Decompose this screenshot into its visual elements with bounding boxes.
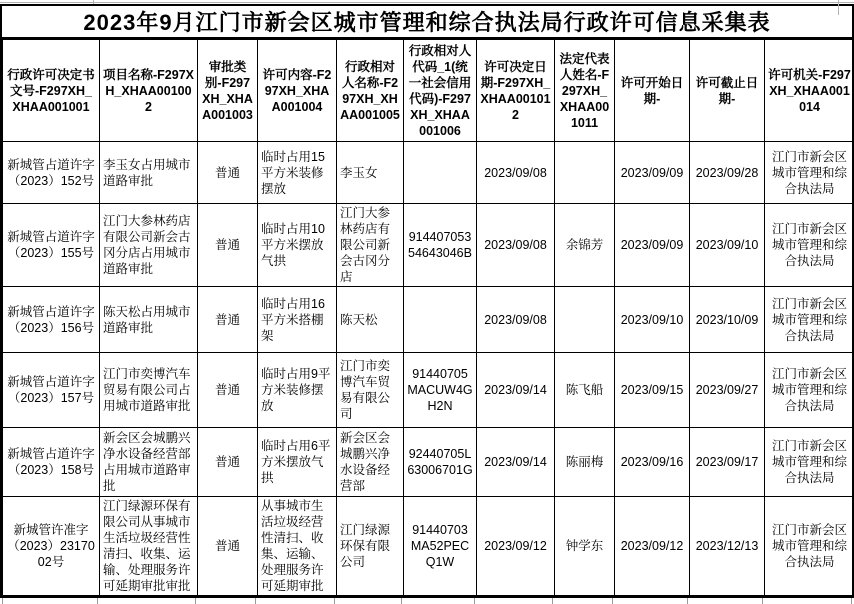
vertical-gridline-stub: [762, 598, 763, 604]
table-cell: 从事城市生活垃圾经营性清扫、收集、运输、处理服务许可延期审批: [258, 497, 337, 596]
table-cell: 普通: [198, 204, 258, 287]
table-cell: 2023/09/17: [690, 428, 765, 497]
column-header-permit-content: 许可内容-F297XH_XHAA001004: [258, 40, 337, 142]
table-cell: [404, 287, 477, 353]
permit-table: [2, 39, 854, 596]
column-header-decision-date: 许可决定日期-F297XH_XHAA001012: [477, 40, 555, 142]
table-cell: 新城管许准字（2023）2317002号: [3, 497, 100, 596]
table-cell: 李玉女占用城市道路审批: [100, 142, 198, 204]
table-cell: 2023/09/14: [477, 353, 555, 428]
table-row: [3, 287, 854, 353]
vertical-gridline-stub: [97, 598, 98, 604]
table-cell: 陈天松: [337, 287, 404, 353]
table-cell: 91440703MA52PECQ1W: [404, 497, 477, 596]
table-cell: 新会区会城鹏兴净水设备经营部占用城市道路审批: [100, 428, 198, 497]
vertical-gridline-stub: [401, 598, 402, 604]
horizontal-gridline: [0, 2, 854, 3]
header-row: [3, 40, 854, 142]
table-cell: 2023/09/08: [477, 204, 555, 287]
table-cell: 陈丽梅: [555, 428, 615, 497]
table-cell: 2023/09/15: [615, 353, 690, 428]
column-header-approval-category: 审批类别-F297XH_XHAA001003: [198, 40, 258, 142]
table-cell: 91440705354643046B: [404, 204, 477, 287]
table-cell: 2023/10/09: [690, 287, 765, 353]
table-cell: 2023/09/27: [690, 353, 765, 428]
column-header-end-date: 许可截止日期-: [690, 40, 765, 142]
vertical-gridline-stub: [195, 598, 196, 604]
table-cell: 2023/09/16: [615, 428, 690, 497]
vertical-gridline-stub: [851, 598, 852, 604]
column-header-permit-authority: 许可机关-F297XH_XHAA001014: [765, 40, 854, 142]
vertical-gridline-stub: [687, 598, 688, 604]
column-header-decision-doc-no: 行政许可决定书文号-F297XH_XHAA001001: [3, 40, 100, 142]
table-cell: 新城管占道许字（2023）152号: [3, 142, 100, 204]
table-cell: 2023/09/09: [615, 204, 690, 287]
table-cell: 2023/09/28: [690, 142, 765, 204]
table-cell: [555, 142, 615, 204]
table-cell: 新会区会城鹏兴净水设备经营部: [337, 428, 404, 497]
vertical-gridline-stub: [612, 598, 613, 604]
table-cell: 2023/09/10: [690, 204, 765, 287]
table-cell: 江门市新会区城市管理和综合执法局: [765, 204, 854, 287]
vertical-gridline-stub: [552, 598, 553, 604]
table-cell: 临时占用6平方米摆放气拱: [258, 428, 337, 497]
table-cell: 91440705MACUW4GH2N: [404, 353, 477, 428]
table-cell: 陈天松占用城市道路审批: [100, 287, 198, 353]
table-cell: 新城管占道许字（2023）158号: [3, 428, 100, 497]
permit-table-frame: [0, 4, 854, 598]
table-cell: 江门绿源环保有限公司: [337, 497, 404, 596]
table-cell: 2023/09/12: [615, 497, 690, 596]
table-cell: 2023/09/12: [477, 497, 555, 596]
table-row: [3, 204, 854, 287]
table-cell: 临时占用10平方米摆放气拱: [258, 204, 337, 287]
table-row: [3, 353, 854, 428]
table-cell: 普通: [198, 142, 258, 204]
table-cell: 新城管占道许字（2023）156号: [3, 287, 100, 353]
table-cell: 新城管占道许字（2023）155号: [3, 204, 100, 287]
table-cell: 临时占用15平方米装修摆放: [258, 142, 337, 204]
column-header-counterpart-name: 行政相对人名称-F297XH_XHAA001005: [337, 40, 404, 142]
table-cell: 陈飞船: [555, 353, 615, 428]
table-cell: 李玉女: [337, 142, 404, 204]
table-cell: 2023/09/09: [615, 142, 690, 204]
table-cell: 江门市新会区城市管理和综合执法局: [765, 142, 854, 204]
column-header-project-name: 项目名称-F297XH_XHAA001002: [100, 40, 198, 142]
table-cell: 普通: [198, 287, 258, 353]
table-cell: 92440705L63006701G: [404, 428, 477, 497]
table-cell: 临时占用16平方米搭棚架: [258, 287, 337, 353]
table-cell: 临时占用9平方米装修摆放: [258, 353, 337, 428]
table-cell: [555, 287, 615, 353]
table-title: 2023年9月江门市新会区城市管理和综合执法局行政许可信息采集表: [2, 6, 852, 39]
vertical-gridline-stub: [255, 598, 256, 604]
vertical-gridline-stub: [2, 598, 3, 604]
table-cell: 普通: [198, 497, 258, 596]
column-header-counterpart-code: 行政相对人代码_1(统一社会信用代码)-F297XH_XHAA001006: [404, 40, 477, 142]
table-row: [3, 428, 854, 497]
bottom-gridline-strip: [0, 598, 854, 604]
table-cell: 普通: [198, 428, 258, 497]
table-cell: 2023/09/08: [477, 142, 555, 204]
table-cell: 江门市奕博汽车贸易有限公司占用城市道路审批: [100, 353, 198, 428]
table-cell: 江门绿源环保有限公司从事城市生活垃圾经营性清扫、收集、运输、处理服务许可延期审批审批: [100, 497, 198, 596]
vertical-gridline-stub: [334, 598, 335, 604]
table-row: [3, 142, 854, 204]
table-cell: [404, 142, 477, 204]
column-header-start-date: 许可开始日期-: [615, 40, 690, 142]
column-header-legal-representative: 法定代表人姓名-F297XH_XHAA001011: [555, 40, 615, 142]
table-cell: 2023/09/10: [615, 287, 690, 353]
table-cell: 江门市新会区城市管理和综合执法局: [765, 428, 854, 497]
vertical-gridline-stub: [474, 598, 475, 604]
table-cell: 余锦芳: [555, 204, 615, 287]
vertical-gridline-tick: [838, 0, 839, 15]
table-cell: 2023/12/13: [690, 497, 765, 596]
table-cell: 普通: [198, 353, 258, 428]
table-body: [3, 142, 854, 596]
table-cell: 江门市新会区城市管理和综合执法局: [765, 353, 854, 428]
table-cell: 江门市新会区城市管理和综合执法局: [765, 497, 854, 596]
table-cell: 江门大参林药店有限公司新会古冈分店占用城市道路审批: [100, 204, 198, 287]
table-cell: 钟学东: [555, 497, 615, 596]
table-cell: 江门市奕博汽车贸易有限公司: [337, 353, 404, 428]
table-row: [3, 497, 854, 596]
table-cell: 2023/09/14: [477, 428, 555, 497]
table-cell: 新城管占道许字（2023）157号: [3, 353, 100, 428]
table-cell: 江门市新会区城市管理和综合执法局: [765, 287, 854, 353]
table-cell: 江门大参林药店有限公司新会古冈分店: [337, 204, 404, 287]
table-cell: 2023/09/08: [477, 287, 555, 353]
